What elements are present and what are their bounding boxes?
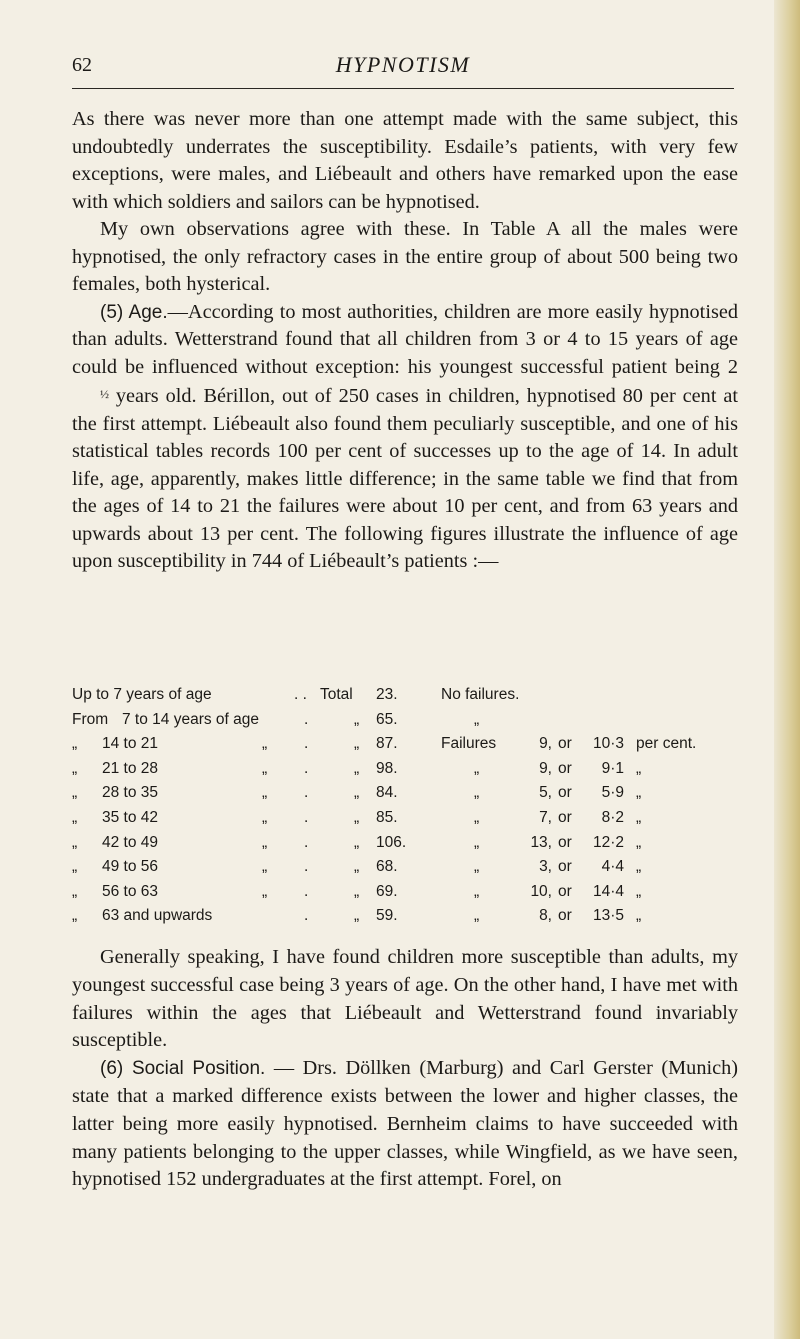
row-failure-count: 7, — [539, 808, 552, 826]
row-range: Up to 7 years of age — [72, 686, 212, 703]
row-range: 14 to 21 — [102, 735, 159, 753]
row-leader-dot: . — [304, 882, 309, 900]
row-total: 85. — [376, 808, 398, 826]
row-ditto-unit: „ — [636, 858, 642, 876]
row-ditto-total: „ — [354, 808, 360, 826]
row-unit: per cent. — [636, 735, 697, 753]
row-ditto-total: „ — [354, 907, 360, 925]
row-total: 87. — [376, 735, 398, 753]
row-range: 49 to 56 — [102, 858, 159, 876]
row-ditto-from: „ — [72, 735, 78, 753]
row-or-word: or — [558, 735, 572, 753]
row-ditto-status: „ — [474, 710, 480, 728]
row-leader-dots: . . — [294, 686, 307, 703]
row-percent: 5·9 — [601, 784, 624, 802]
row-ditto-unit: „ — [636, 808, 642, 826]
body-text-top — [72, 106, 738, 576]
paragraph-1: As there was never more than one attempt made with the same subject, this undoubtedly underrates the susceptibility. Esdaile’s patients, with very few exceptions, were males, and Liébeault and others have remarked upon the ease with which soldiers and sailors can be hypnotised. — [72, 108, 738, 213]
row-ditto-total: „ — [354, 759, 360, 777]
row-ditto-range: „ — [262, 735, 268, 753]
row-or-word: or — [558, 833, 572, 851]
row-total: 106. — [376, 833, 407, 851]
section-heading-social-position: (6) Social Position. — [100, 1058, 266, 1080]
row-leader-dot: . — [304, 759, 309, 777]
paragraph-5 — [72, 1055, 738, 1194]
row-total: 59. — [376, 907, 398, 925]
row-ditto-from: „ — [72, 833, 78, 851]
row-failure-count: 13, — [530, 833, 552, 851]
row-ditto-unit: „ — [636, 759, 642, 777]
page-number: 62 — [72, 54, 92, 76]
row-ditto-total: „ — [354, 858, 360, 876]
row-range: 35 to 42 — [102, 808, 159, 826]
row-status: No failures. — [441, 686, 520, 703]
row-ditto-failures: „ — [474, 833, 480, 851]
row-failures-word: Failures — [441, 735, 497, 753]
row-range: 7 to 14 years of age — [122, 710, 260, 728]
table-row — [72, 784, 742, 809]
row-ditto-failures: „ — [474, 784, 480, 802]
row-ditto-from: „ — [72, 784, 78, 802]
paragraph-3-text-a: —According to most authorities, children are more easily hypnotised than adults. Wetterstrand found that all children from 3 or 4 to 15 years of age could be influenced without exception: his youngest successful patient being 2 — [72, 300, 738, 378]
row-leader-dot: . — [304, 907, 309, 925]
row-ditto-total: „ — [354, 735, 360, 753]
row-ditto-failures: „ — [474, 808, 480, 826]
row-total: 23. — [376, 686, 398, 703]
section-heading-age: (5) Age. — [100, 301, 168, 323]
table-row-7-to-14 — [72, 711, 742, 736]
row-ditto-total: „ — [354, 882, 360, 900]
row-percent: 10·3 — [592, 735, 624, 753]
row-or-word: or — [558, 858, 572, 876]
row-ditto-failures: „ — [474, 759, 480, 777]
row-ditto-range: „ — [262, 833, 268, 851]
row-ditto-from: „ — [72, 907, 78, 925]
table-row-up-to-7 — [72, 686, 742, 711]
row-ditto-unit: „ — [636, 882, 642, 900]
page-edge-shading — [774, 0, 800, 1339]
row-or-word: or — [558, 784, 572, 802]
row-ditto-failures: „ — [474, 858, 480, 876]
row-range: 42 to 49 — [102, 833, 159, 851]
row-range: 28 to 35 — [102, 784, 159, 802]
row-ditto-range: „ — [262, 808, 268, 826]
row-from-word: From — [72, 710, 109, 728]
row-leader-dot: . — [304, 808, 309, 826]
row-leader-dot: . — [304, 858, 309, 876]
running-title: HYPNOTISM — [335, 52, 471, 77]
age-susceptibility-table — [72, 686, 742, 932]
table-row — [72, 883, 742, 908]
row-ditto-from: „ — [72, 882, 78, 900]
table-body — [72, 735, 742, 932]
row-ditto-from: „ — [72, 858, 78, 876]
row-leader-dot: . — [304, 710, 309, 728]
row-or-word: or — [558, 808, 572, 826]
row-range: 63 and upwards — [102, 907, 213, 925]
row-ditto-from: „ — [72, 808, 78, 826]
paragraph-2: My own observations agree with these. In Table A all the males were hypnotised, the only refractory cases in the entire group of about 500 being two females, both hysterical. — [72, 218, 738, 295]
table-row — [72, 907, 742, 932]
row-ditto-total: „ — [354, 710, 360, 728]
row-ditto-unit: „ — [636, 784, 642, 802]
table-row — [72, 834, 742, 859]
fraction-half: ½ — [100, 387, 109, 401]
row-percent: 13·5 — [592, 907, 624, 925]
row-total: 98. — [376, 759, 398, 777]
row-or-word: or — [558, 907, 572, 925]
paragraph-3-text-b: years old. Bérillon, out of 250 cases in children, hypnotised 80 per cent at the first attempt. Liébeault also found them peculiarly susceptible, and one of his statistical tables records 100 per cent of successes up to the age of 14. In adult life, age, apparently, makes little difference; in the same table we find that from the ages of 14 to 21 the failures were about 10 per cent, and from 63 years and upwards about 13 per cent. The following figures illustrate the influence of age upon susceptibility in 744 of Liébeault’s patients :— — [72, 385, 738, 572]
row-ditto-unit: „ — [636, 833, 642, 851]
row-percent: 14·4 — [592, 882, 624, 900]
row-range: 21 to 28 — [102, 759, 159, 777]
page-header — [72, 48, 734, 89]
row-ditto-range: „ — [262, 784, 268, 802]
row-range: 56 to 63 — [102, 882, 159, 900]
row-total: 65. — [376, 710, 398, 728]
row-failure-count: 3, — [539, 858, 552, 876]
row-ditto-failures: „ — [474, 907, 480, 925]
row-ditto-failures: „ — [474, 882, 480, 900]
row-leader-dot: . — [304, 735, 309, 753]
table-row — [72, 809, 742, 834]
row-percent: 12·2 — [592, 833, 624, 851]
row-ditto-range: „ — [262, 858, 268, 876]
paragraph-4: Generally speaking, I have found children more susceptible than adults, my youngest successful case being 3 years of age. On the other hand, I have met with failures within the ages that Liébeault and Wetterstrand found invariably susceptible. — [72, 946, 738, 1052]
row-percent: 8·2 — [601, 808, 624, 826]
row-percent: 9·1 — [601, 759, 624, 777]
paragraph-3 — [72, 299, 738, 576]
row-ditto-range: „ — [262, 882, 268, 900]
row-percent: 4·4 — [601, 858, 624, 876]
row-total: 68. — [376, 858, 398, 876]
table-row — [72, 735, 742, 760]
table-row — [72, 858, 742, 883]
row-ditto-range: „ — [262, 759, 268, 777]
row-leader-dot: . — [304, 784, 309, 802]
table-row — [72, 760, 742, 785]
row-ditto-unit: „ — [636, 907, 642, 925]
row-total: 84. — [376, 784, 398, 802]
row-or-word: or — [558, 882, 572, 900]
row-total: 69. — [376, 882, 398, 900]
row-ditto-from: „ — [72, 759, 78, 777]
total-label: Total — [320, 686, 353, 703]
body-text-bottom — [72, 944, 738, 1194]
row-ditto-total: „ — [354, 833, 360, 851]
row-failure-count: 5, — [539, 784, 552, 802]
row-failure-count: 8, — [539, 907, 552, 925]
row-leader-dot: . — [304, 833, 309, 851]
paragraph-5-text: — Drs. Döllken (Marburg) and Carl Gerster (Munich) state that a marked difference exists between the lower and higher classes, the latter being more easily hypnotised. Bernheim claims to have succeeded with many patients belonging to the upper classes, while Wingfield, as we have seen, hypnotised 152 undergraduates at the first attempt. Forel, on — [72, 1057, 738, 1191]
row-failure-count: 9, — [539, 735, 552, 753]
row-failure-count: 9, — [539, 759, 552, 777]
row-ditto-total: „ — [354, 784, 360, 802]
row-failure-count: 10, — [530, 882, 552, 900]
row-or-word: or — [558, 759, 572, 777]
